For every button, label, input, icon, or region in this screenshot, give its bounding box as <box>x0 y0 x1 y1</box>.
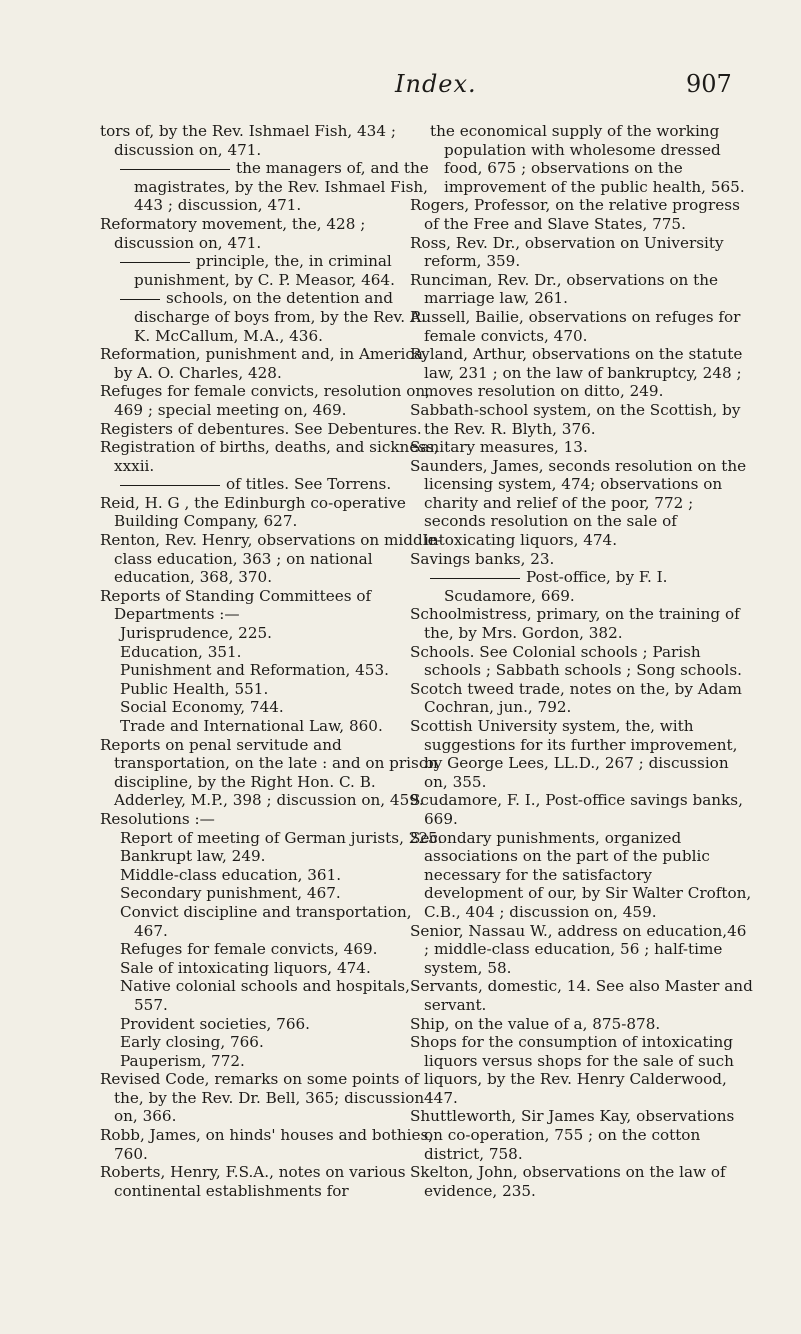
index-entry: Skelton, John, observations on the law of evidence, 235. <box>410 1163 726 1200</box>
index-entry: Saunders, James, seconds resolution on the licensing system, 474; observations on charity and relief of the poor, 772 ; seconds resolution on the sale of intoxicating liquors, 474. <box>410 456 747 550</box>
index-subentry: of titles. See Torrens. <box>100 475 445 494</box>
index-entry: Savings banks, 23. <box>410 549 555 568</box>
index-subentry: Punishment and Reformation, 453. <box>120 661 389 680</box>
running-head <box>0 62 801 102</box>
index-entry: Renton, Rev. Henry, observations on middle-class education, 363 ; on national education, 368, 370. <box>100 531 442 587</box>
index-entry: Reid, H. G , the Edinburgh co-operative Building Company, 627. <box>100 493 406 531</box>
index-entry: Scudamore, F. I., Post-office savings banks, 669. <box>410 791 743 828</box>
index-subentry: Report of meeting of German jurists, 225. <box>120 828 443 847</box>
ditto-rule <box>430 578 520 579</box>
page-number: 907 <box>686 70 732 98</box>
index-entry: Sabbath-school system, on the Scottish, by the Rev. R. Blyth, 376. <box>410 400 741 438</box>
ditto-rule <box>120 262 190 263</box>
index-entry: Secondary punishments, organized associations on the part of the public necessary for the satisfactory development of our, by Sir Walter Crofton, C.B., 404 ; discussion on, 459. <box>410 828 752 921</box>
index-entry: Scotch tweed trade, notes on the, by Adam Cochran, jun., 792. <box>410 679 742 717</box>
index-subentry: Native colonial schools and hospitals, 557. <box>120 977 410 1014</box>
index-column-left <box>100 122 445 1200</box>
index-subentry: Middle-class education, 361. <box>120 865 342 884</box>
index-subentry: schools, on the detention and discharge of boys from, by the Rev. A. K. McCallum, M.A., 436. <box>100 289 445 345</box>
index-entry: Shops for the consumption of intoxicating liquors versus shops for the sale of such liquors, by the Rev. Henry Calderwood, 447. <box>410 1033 734 1107</box>
index-subentry: Bankrupt law, 249. <box>120 847 266 866</box>
index-column-right <box>410 122 755 1200</box>
index-entry: Resolutions :— <box>100 809 215 828</box>
index-entry: Roberts, Henry, F.S.A., notes on various continental establishments for <box>100 1163 406 1200</box>
index-entry: Reformatory movement, the, 428 ; discussion on, 471. <box>100 214 366 252</box>
index-subentry: Post-office, by F. I. Scudamore, 669. <box>410 568 755 605</box>
ditto-rule <box>120 485 220 486</box>
index-subentry: Sale of intoxicating liquors, 474. <box>120 958 371 977</box>
index-entry: Schools. See Colonial schools ; Parish schools ; Sabbath schools ; Song schools. <box>410 642 742 680</box>
index-subentry: Public Health, 551. <box>120 679 269 698</box>
index-entry: Robb, James, on hinds' houses and bothies, 760. <box>100 1126 434 1163</box>
index-entry-continued: the economical supply of the working population with wholesome dressed food, 675 ; observations on the improvement of the public health, 565. <box>430 122 745 196</box>
index-subentry: Education, 351. <box>120 642 242 661</box>
index-subentry: Convict discipline and transportation, 467. <box>120 902 412 940</box>
index-entry: Sanitary measures, 13. <box>410 438 588 457</box>
index-entry: Ship, on the value of a, 875-878. <box>410 1014 661 1033</box>
index-subentry: Jurisprudence, 225. <box>120 624 273 643</box>
index-entry: Russell, Bailie, observations on refuges for female convicts, 470. <box>410 307 741 345</box>
index-entry: Reformation, punishment and, in America, by A. O. Charles, 428. <box>100 345 428 382</box>
index-entry: Registers of debentures. See Debentures. <box>100 419 422 438</box>
index-entry: Rogers, Professor, on the relative progress of the Free and Slave States, 775. <box>410 196 740 233</box>
index-subentry: Early closing, 766. <box>120 1033 264 1052</box>
index-subentry: Social Economy, 744. <box>120 698 284 717</box>
index-entry: Refuges for female convicts, resolution on, 469 ; special meeting on, 469. <box>100 382 430 419</box>
index-entry: Runciman, Rev. Dr., observations on the marriage law, 261. <box>410 270 719 308</box>
index-entry: Ryland, Arthur, observations on the statute law, 231 ; on the law of bankruptcy, 248 ; moves resolution on ditto, 249. <box>410 345 743 401</box>
index-entry: tors of, by the Rev. Ishmael Fish, 434 ; discussion on, 471. <box>100 122 396 159</box>
index-subentry: Trade and International Law, 860. <box>120 717 383 735</box>
index-entry: Senior, Nassau W., address on education,46 ; middle-class education, 56 ; half-time system, 58. <box>410 921 747 977</box>
index-subentry: Refuges for female convicts, 469. <box>120 940 378 959</box>
ditto-rule <box>120 169 230 170</box>
index-entry: Registration of births, deaths, and sickness, xxxii. <box>100 438 439 475</box>
index-entry: Scottish University system, the, with suggestions for its further improvement, by George Lees, LL.D., 267 ; discussion on, 355. <box>410 717 738 791</box>
index-subentry: Pauperism, 772. <box>120 1051 245 1070</box>
ditto-rule <box>120 299 160 300</box>
index-entry: Shuttleworth, Sir James Kay, observations on co-operation, 755 ; on the cotton district, 758. <box>410 1107 735 1163</box>
index-subentry: Provident societies, 766. <box>120 1014 310 1033</box>
index-subentry: principle, the, in criminal punishment, by C. P. Measor, 464. <box>100 252 445 289</box>
index-entry: Servants, domestic, 14. See also Master and servant. <box>410 977 753 1014</box>
index-entry: Revised Code, remarks on some points of the, by the Rev. Dr. Bell, 365; discussion on, 366. <box>100 1070 425 1126</box>
index-entry: Reports of Standing Committees of Departments :— <box>100 586 372 624</box>
index-subentry: the managers of, and the magistrates, by the Rev. Ishmael Fish, 443 ; discussion, 471. <box>100 159 445 215</box>
index-entry: Schoolmistress, primary, on the training of the, by Mrs. Gordon, 382. <box>410 605 740 643</box>
index-entry: Reports on penal servitude and transportation, on the late : and on prison discipline, by the Right Hon. C. B. Adderley, M.P., 398 ; discussion on, 459. <box>100 735 438 810</box>
index-subentry: Secondary punishment, 467. <box>120 884 341 903</box>
index-entry: Ross, Rev. Dr., observation on University reform, 359. <box>410 233 724 271</box>
running-title: Index. <box>395 70 477 98</box>
